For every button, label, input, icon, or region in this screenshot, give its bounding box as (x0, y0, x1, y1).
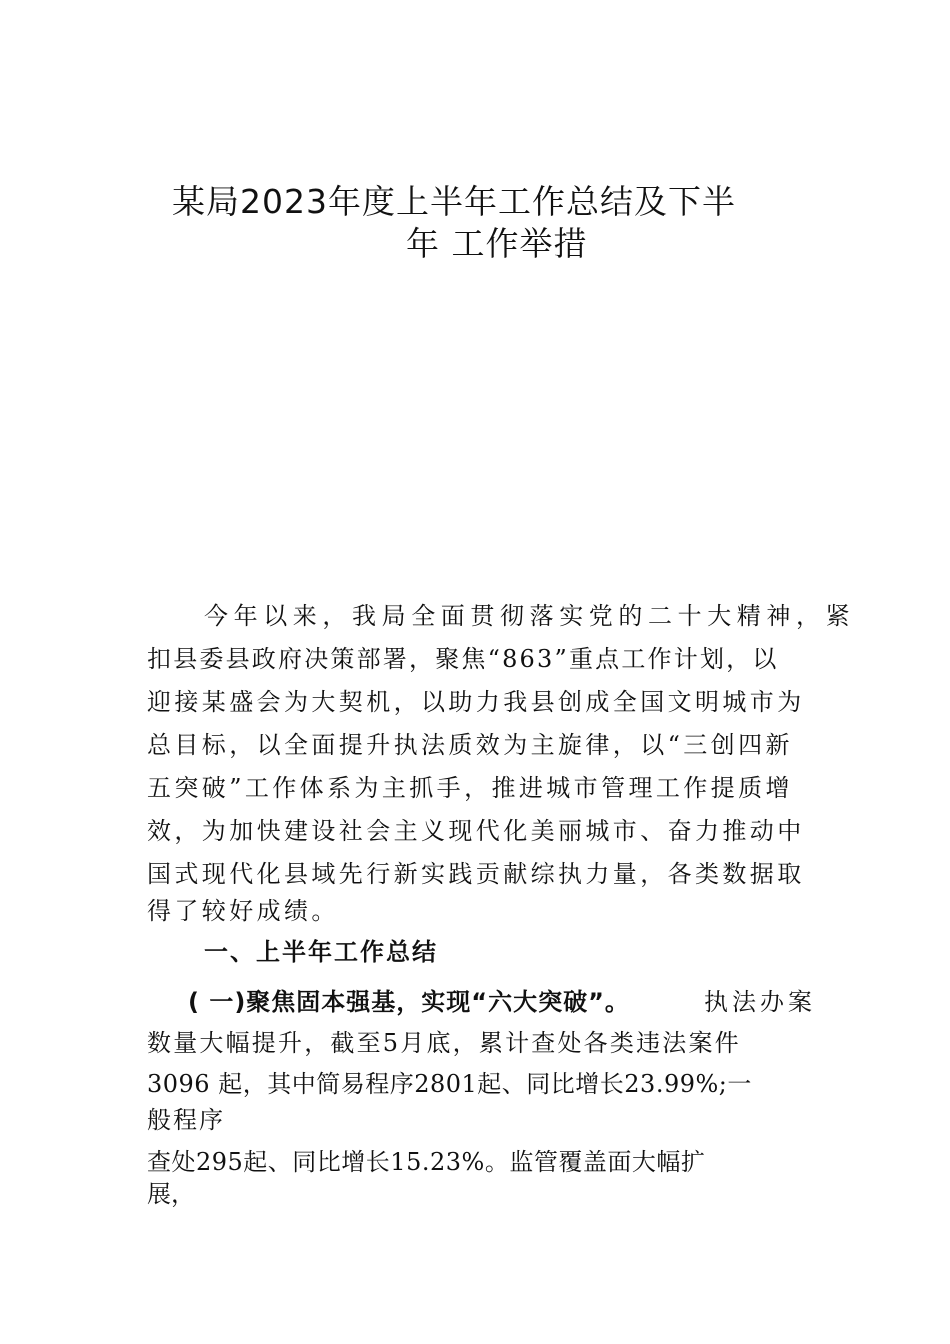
body-line-2: 3096 起，其中简易程序2801起、同比增长23.99%;一 (147, 1070, 752, 1098)
section-heading: 一、上半年工作总结 (204, 938, 438, 966)
intro-line-4: 总目标，以全面提升执法质效为主旋律，以“三创四新 (147, 731, 793, 759)
intro-line-5: 五突破”工作体系为主抓手，推进城市管理工作提质增 (147, 774, 793, 802)
intro-line-3: 迎接某盛会为大契机，以助力我县创成全国文明城市为 (147, 688, 805, 716)
body-line-4: 查处295起、同比增长15.23%。监管覆盖面大幅扩 (147, 1148, 706, 1176)
intro-line-1: 今年以来，我局全面贯彻落实党的二十大精神，紧 (204, 602, 856, 630)
document-title-line-1: 某局2023年度上半年工作总结及下半 (172, 182, 736, 221)
body-line-3: 般程序 (147, 1106, 225, 1134)
intro-line-7: 国式现代化县域先行新实践贡献综执力量，各类数据取 (147, 860, 805, 888)
sub-heading: ( 一)聚焦固本强基，实现“六大突破”。 (188, 988, 630, 1016)
document-title-line-2: 年 工作举措 (406, 224, 588, 263)
intro-line-6: 效，为加快建设社会主义现代化美丽城市、奋力推动中 (147, 817, 805, 845)
sub-heading-tail: 执法办案 (704, 988, 816, 1016)
body-line-5: 展， (147, 1180, 195, 1208)
body-line-1: 数量大幅提升，截至5月底，累计查处各类违法案件 (147, 1029, 741, 1057)
intro-line-8: 得了较好成绩。 (147, 897, 339, 925)
intro-line-2: 扣县委县政府决策部署，聚焦“863”重点工作计划，以 (147, 645, 779, 673)
